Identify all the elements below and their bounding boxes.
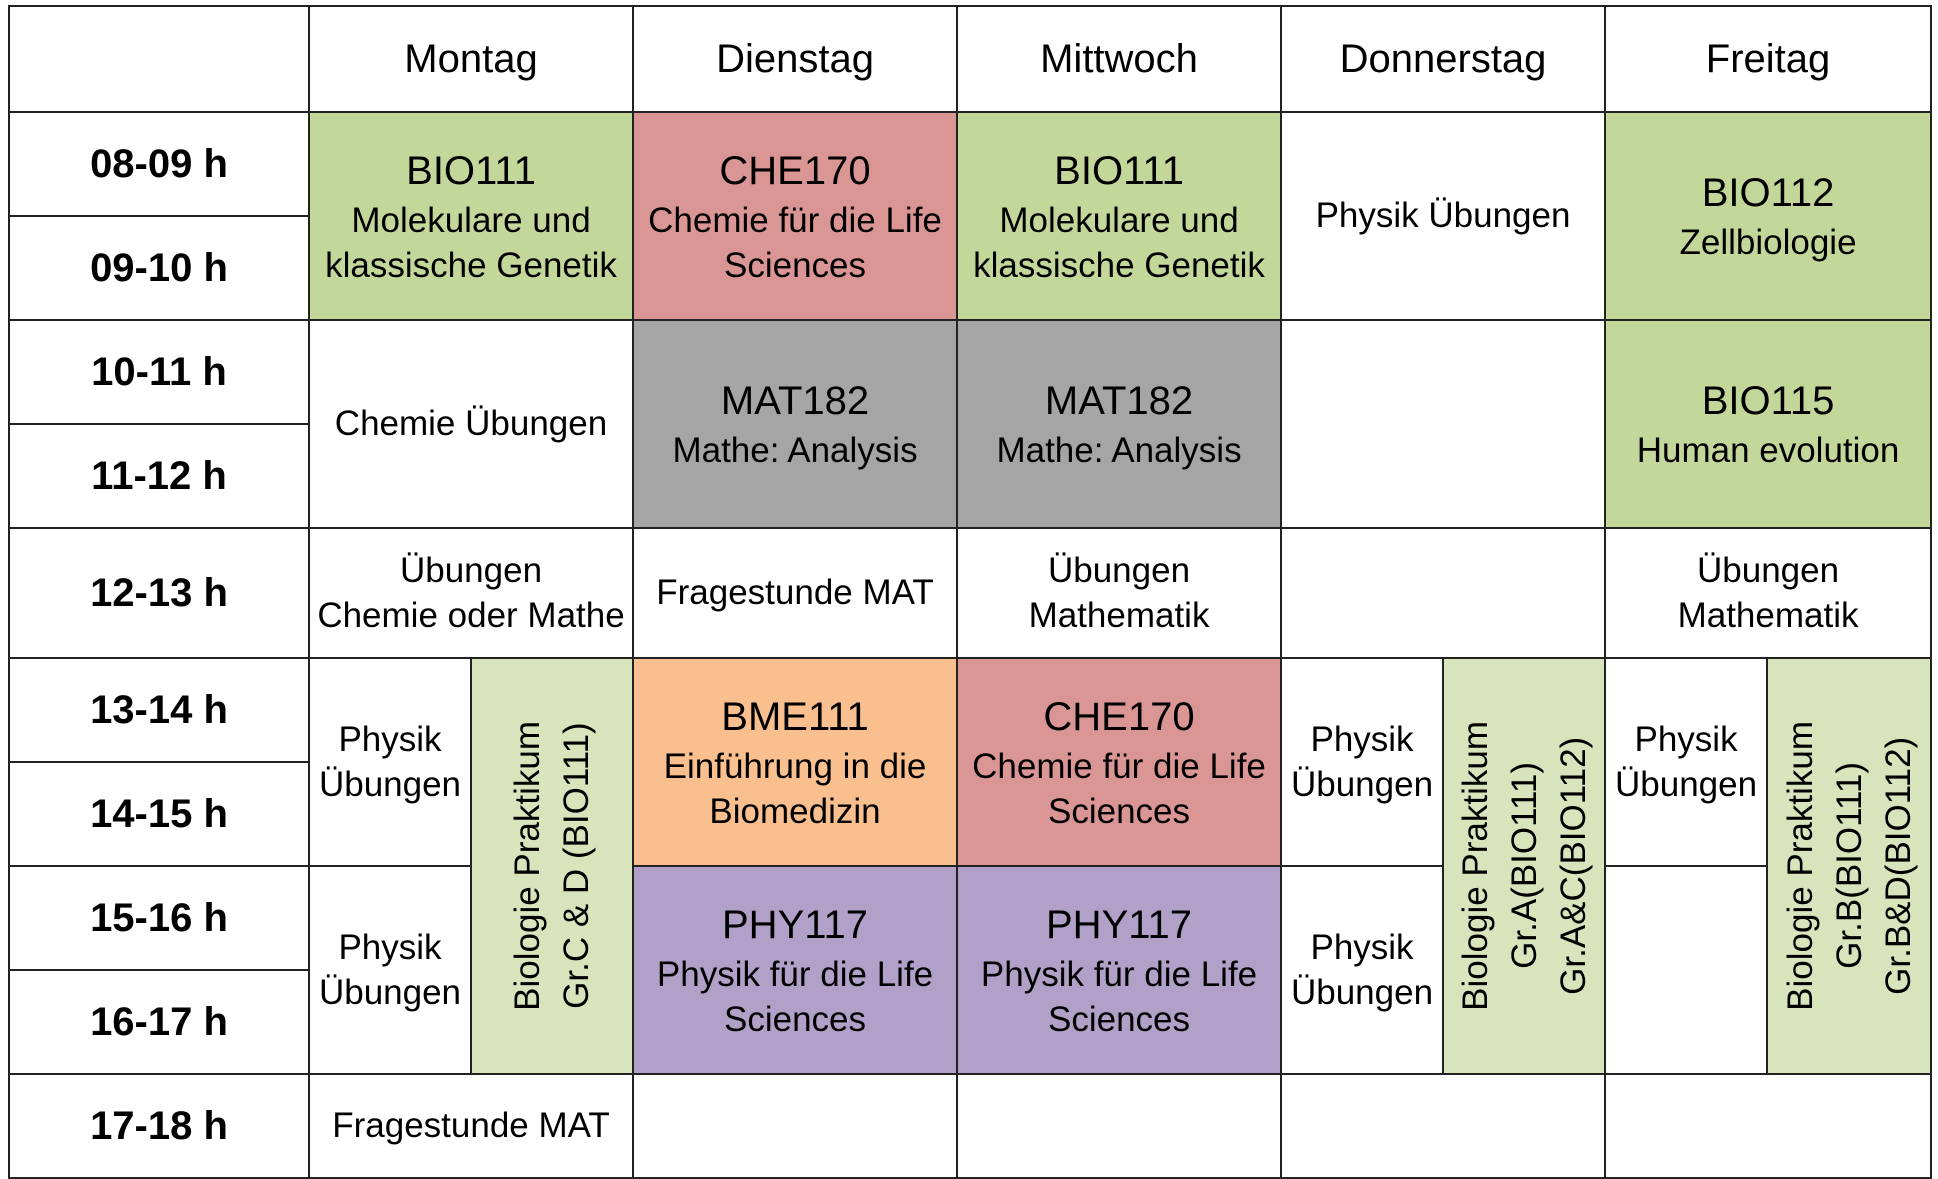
course-title: Molekulare und (999, 200, 1239, 240)
course-title: Physik für die Life (980, 954, 1258, 994)
course-title: Sciences (1048, 792, 1191, 831)
course-title: Mathe: Analysis (672, 431, 918, 471)
course-title: Sciences (724, 246, 867, 285)
course-che170-mittwoch (957, 658, 1281, 866)
slot-text: Physik (338, 719, 442, 759)
slot-text: Biologie Praktikum (1780, 721, 1820, 1011)
timetable-container (8, 5, 1930, 1167)
slot-text: Übungen (1696, 550, 1840, 590)
time-label: 11-12 h (9, 424, 309, 528)
course-title: Zellbiologie (1679, 223, 1857, 263)
time-row (9, 658, 1931, 762)
day-header-freitag: Freitag (1605, 6, 1931, 112)
vertical-text (503, 721, 601, 1011)
weekly-timetable (8, 5, 1932, 1179)
slot-text: Chemie oder Mathe (317, 596, 625, 635)
slot-text: Übungen (318, 973, 462, 1012)
physik-uebungen-donnerstag-1 (1281, 658, 1443, 866)
course-code: BIO111 (406, 148, 536, 193)
course-code: PHY117 (1046, 902, 1193, 947)
slot-text: Biologie Praktikum (1455, 721, 1495, 1011)
slot-text: Physik (1310, 719, 1414, 759)
course-title: Human evolution (1636, 431, 1900, 471)
slot-text: Mathematik (1677, 596, 1859, 635)
empty-slot (1281, 1074, 1605, 1178)
course-code: PHY117 (722, 902, 869, 947)
slot-text: Gr.B&D(BIO112) (1878, 736, 1918, 996)
slot-text: Gr.A(BIO111) (1504, 762, 1544, 970)
slot-text: Mathematik (1028, 596, 1210, 635)
course-code: MAT182 (1044, 379, 1194, 424)
day-header-mittwoch: Mittwoch (957, 6, 1281, 112)
slot-text: Physik (338, 927, 442, 967)
slot-text: Übungen (1047, 550, 1191, 590)
course-bio111-montag (309, 112, 633, 320)
course-title: Physik für die Life (656, 954, 934, 994)
biologie-praktikum-freitag (1767, 658, 1931, 1074)
uebungen-mittwoch (957, 528, 1281, 658)
course-title: Chemie für die Life (972, 746, 1266, 786)
slot-text: Gr.C & D (BIO111) (557, 722, 596, 1010)
course-title: klassische Genetik (973, 246, 1265, 285)
course-code: BIO111 (1054, 148, 1184, 193)
time-row (9, 112, 1931, 216)
slot-text: Physik (1310, 927, 1414, 967)
course-title: Sciences (724, 1000, 867, 1039)
empty-slot (1281, 528, 1605, 658)
physik-uebungen-montag-2 (309, 866, 471, 1074)
vertical-text (1776, 721, 1923, 1011)
slot-text: Gr.A&C(BIO112) (1553, 736, 1593, 996)
course-code: CHE170 (1043, 694, 1195, 739)
course-title: Biomedizin (709, 792, 881, 831)
course-code: MAT182 (720, 379, 870, 424)
course-title: Sciences (1048, 1000, 1191, 1039)
slot-text: Gr.B(BIO111) (1829, 762, 1869, 970)
course-phy117-mittwoch (957, 866, 1281, 1074)
empty-slot (1605, 866, 1767, 1074)
course-phy117-dienstag (633, 866, 957, 1074)
course-che170-dienstag (633, 112, 957, 320)
physik-uebungen-montag-1 (309, 658, 471, 866)
slot-text: Übungen (399, 550, 543, 590)
course-code: BIO112 (1701, 171, 1835, 216)
day-header-donnerstag: Donnerstag (1281, 6, 1605, 112)
time-label: 16-17 h (9, 970, 309, 1074)
slot-text: Biologie Praktikum (508, 721, 547, 1011)
empty-slot (957, 1074, 1281, 1178)
time-label: 12-13 h (9, 528, 309, 658)
day-header-dienstag: Dienstag (633, 6, 957, 112)
header-row (9, 6, 1931, 112)
uebungen-freitag (1605, 528, 1931, 658)
physik-uebungen-donnerstag-2 (1281, 866, 1443, 1074)
corner-cell (9, 6, 309, 112)
time-label: 15-16 h (9, 866, 309, 970)
time-row (9, 866, 1931, 970)
course-bme111-dienstag (633, 658, 957, 866)
course-title: Mathe: Analysis (996, 431, 1242, 471)
course-mat182-dienstag (633, 320, 957, 528)
empty-slot (633, 1074, 957, 1178)
time-label: 09-10 h (9, 216, 309, 320)
slot-text: Übungen (1290, 765, 1434, 804)
fragestunde-dienstag: Fragestunde MAT (633, 528, 957, 658)
empty-slot (1281, 320, 1605, 528)
time-label: 10-11 h (9, 320, 309, 424)
time-row (9, 320, 1931, 424)
day-header-montag: Montag (309, 6, 633, 112)
time-label: 08-09 h (9, 112, 309, 216)
physik-uebungen-freitag (1605, 658, 1767, 866)
course-title: Einführung in die (663, 746, 927, 786)
slot-text: Übungen (1614, 765, 1758, 804)
time-label: 17-18 h (9, 1074, 309, 1178)
course-bio115-freitag (1605, 320, 1931, 528)
course-code: BIO115 (1701, 379, 1835, 424)
slot-text: Übungen (1290, 973, 1434, 1012)
fragestunde-montag: Fragestunde MAT (309, 1074, 633, 1178)
course-code: CHE170 (719, 148, 871, 193)
uebungen-montag (309, 528, 633, 658)
slot-text: Physik (1634, 719, 1738, 759)
course-code: BME111 (721, 694, 869, 739)
biologie-praktikum-donnerstag (1443, 658, 1605, 1074)
course-title: klassische Genetik (325, 246, 617, 285)
slot-text: Übungen (318, 765, 462, 804)
course-bio112-freitag (1605, 112, 1931, 320)
course-mat182-mittwoch (957, 320, 1281, 528)
course-title: Chemie für die Life (648, 200, 942, 240)
vertical-text (1451, 721, 1598, 1011)
course-title: Molekulare und (351, 200, 591, 240)
time-row (9, 528, 1931, 658)
empty-slot (1605, 1074, 1931, 1178)
course-bio111-mittwoch (957, 112, 1281, 320)
time-label: 14-15 h (9, 762, 309, 866)
time-row (9, 1074, 1931, 1178)
chemie-uebungen-montag: Chemie Übungen (309, 320, 633, 528)
physik-uebungen-donnerstag: Physik Übungen (1281, 112, 1605, 320)
time-label: 13-14 h (9, 658, 309, 762)
biologie-praktikum-montag (471, 658, 633, 1074)
